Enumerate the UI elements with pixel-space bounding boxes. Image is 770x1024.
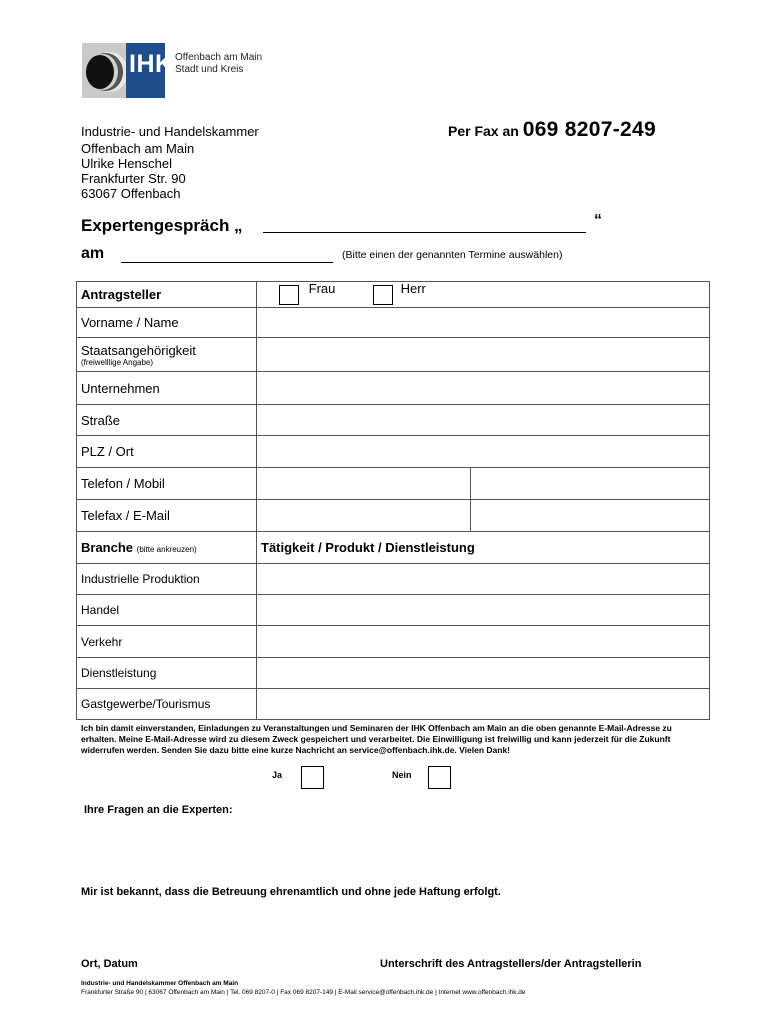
herr-checkbox[interactable]	[373, 285, 393, 305]
branch-item[interactable]: Dienstleistung	[77, 658, 257, 689]
closing-quote: “	[594, 212, 602, 229]
branch-item[interactable]: Handel	[77, 595, 257, 626]
footer-title: Industrie- und Handelskammer Offenbach am Main	[81, 980, 239, 987]
email-field[interactable]	[471, 500, 710, 532]
date-label: am	[81, 245, 105, 262]
address-line: Ulrike Henschel	[81, 156, 173, 171]
activity-field[interactable]	[257, 626, 710, 658]
place-date-label: Ort, Datum	[81, 958, 138, 970]
frau-checkbox[interactable]	[279, 285, 299, 305]
address-line: 63067 Offenbach	[81, 186, 181, 201]
company-field[interactable]	[257, 372, 710, 405]
phone-label: Telefon / Mobil	[77, 468, 257, 500]
phone-field[interactable]	[257, 468, 471, 500]
branch-item[interactable]: Industrielle Produktion	[77, 564, 257, 595]
applicant-label: Antragsteller	[77, 282, 257, 308]
address-line: Offenbach am Main	[81, 141, 195, 156]
city-label: PLZ / Ort	[77, 436, 257, 468]
nationality-label: Staatsangehörigkeit	[81, 342, 196, 358]
company-label: Unternehmen	[77, 372, 257, 405]
address-line: Industrie- und Handelskammer	[81, 124, 259, 139]
page-title: Expertengespräch „	[81, 216, 243, 235]
branch-item[interactable]: Gastgewerbe/Tourismus	[77, 689, 257, 720]
branch-note: (bitte ankreuzen)	[136, 545, 197, 554]
no-label: Nein	[392, 770, 412, 780]
address-line: Frankfurter Str. 90	[81, 171, 186, 186]
logo-subtitle	[175, 52, 262, 76]
fax-number	[448, 118, 656, 142]
city-field[interactable]	[257, 436, 710, 468]
fax-prefix: Per Fax an	[448, 123, 519, 139]
branch-item[interactable]: Verkehr	[77, 626, 257, 658]
logo-circles-icon	[82, 43, 126, 98]
activity-label: Tätigkeit / Produkt / Dienstleistung	[257, 532, 710, 564]
activity-field[interactable]	[257, 595, 710, 626]
nationality-note: (freiwelllige Angabe)	[81, 357, 154, 367]
consent-text: Ich bin damit einverstanden, Einladungen zu Veranstaltungen und Seminaren der IHK Offenbach am Main an die oben genannte E-Mail-Adresse zu erhalten. Meine E-Mail-Adresse wird zu diesem Zweck gespeichert und verarbeitet. Die Einwilligung ist freiwillig und kann jederzeit für die Zukunft widerrufen werden. Senden Sie dazu bitte eine kurze Nachricht an service@offenbach.ihk.de. Vielen Dank!	[81, 723, 672, 755]
street-label: Straße	[77, 405, 257, 436]
branch-label: Branche	[81, 540, 134, 555]
yes-checkbox[interactable]	[301, 766, 324, 789]
disclaimer-text: Mir ist bekannt, dass die Betreuung ehrenamtlich und ohne jede Haftung erfolgt.	[81, 886, 501, 898]
name-label: Vorname / Name	[77, 308, 257, 338]
logo-subtitle-line1: Offenbach am Main	[175, 52, 263, 63]
salutation-cell	[257, 282, 710, 308]
questions-label: Ihre Fragen an die Experten:	[84, 804, 233, 816]
street-field[interactable]	[257, 405, 710, 436]
fax-email-label: Telefax / E-Mail	[77, 500, 257, 532]
nationality-label-cell	[77, 338, 257, 372]
yes-label: Ja	[272, 770, 283, 780]
branch-label-cell	[77, 532, 257, 564]
activity-field[interactable]	[257, 564, 710, 595]
fax-field[interactable]	[257, 500, 471, 532]
activity-field[interactable]	[257, 689, 710, 720]
activity-field[interactable]	[257, 658, 710, 689]
date-line[interactable]	[121, 262, 333, 263]
frau-label: Frau	[308, 280, 336, 296]
logo-subtitle-line2: Stadt und Kreis	[175, 64, 244, 75]
footer-contact: Frankfurter Straße 90 | 63067 Offenbach am Main | Tel. 069 8207-0 | Fax 069 8207-149 | E-Mail service@offenbach.ihk.de | Internet www.offenbach.ihk.de	[81, 989, 526, 996]
date-hint: (Bitte einen der genannten Termine auswählen)	[342, 249, 563, 261]
herr-label: Herr	[400, 280, 426, 296]
recipient-address	[81, 124, 259, 201]
mobile-field[interactable]	[471, 468, 710, 500]
name-field[interactable]	[257, 308, 710, 338]
application-form	[76, 281, 710, 720]
signature-label: Unterschrift des Antragstellers/der Antragstellerin	[380, 958, 642, 970]
logo-text: IHK	[129, 50, 174, 78]
no-checkbox[interactable]	[428, 766, 451, 789]
expert-topic-line[interactable]	[263, 232, 586, 233]
questions-field[interactable]	[84, 822, 704, 877]
nationality-field[interactable]	[257, 338, 710, 372]
fax-number-value: 069 8207-249	[522, 118, 656, 141]
